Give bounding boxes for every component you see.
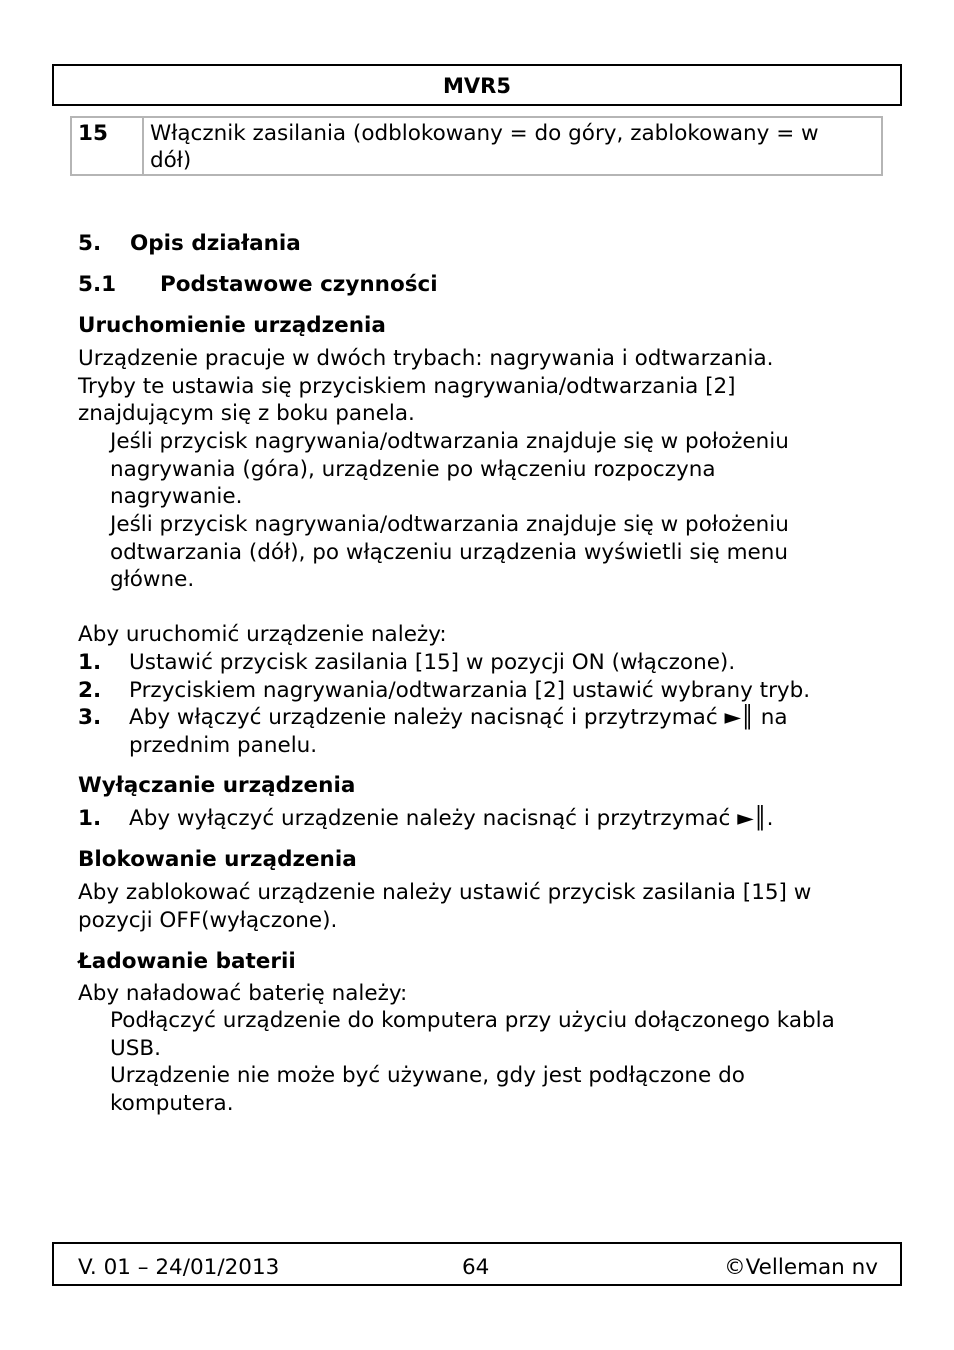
startup-heading: Uruchomienie urządzenia (78, 313, 386, 338)
header-title: MVR5 (443, 74, 511, 98)
paragraph-line: Podłączyć urządzenie do komputera przy użyciu dołączonego kabla (110, 1008, 835, 1033)
paragraph-line: znajdującym się z boku panela. (78, 401, 415, 426)
list-item (78, 805, 878, 833)
list-text: Ustawić przycisk zasilania [15] w pozycji ON (włączone). (129, 650, 736, 675)
paragraph-line: pozycji OFF(wyłączone). (78, 907, 338, 933)
table-row (71, 117, 882, 175)
document-footer (52, 1242, 902, 1286)
footer-copyright: ©Velleman nv (724, 1255, 878, 1280)
paragraph-line: odtwarzania (dół), po włączeniu urządzenia wyświetli się menu (110, 539, 789, 565)
list-text: Przyciskiem nagrywania/odtwarzania [2] ustawić wybrany tryb. (129, 677, 811, 703)
lock-heading: Blokowanie urządzenia (78, 847, 357, 872)
paragraph-line: Urządzenie nie może być używane, gdy jest podłączone do (110, 1063, 745, 1088)
shutdown-steps (78, 805, 878, 833)
list-item (78, 704, 878, 759)
page-number: 64 (462, 1255, 490, 1280)
list-number: 3. (78, 705, 102, 730)
lock-paragraph (78, 879, 878, 934)
charging-note-usage (78, 1062, 910, 1117)
section-title: Opis działania (130, 231, 301, 256)
paragraph-line: Tryby te ustawia się przyciskiem nagrywania/odtwarzania [2] (78, 373, 736, 399)
charging-intro: Aby naładować baterię należy: (78, 981, 408, 1006)
steps-intro: Aby uruchomić urządzenie należy: (78, 622, 447, 647)
subsection-heading (78, 271, 878, 299)
footer-version: V. 01 – 24/01/2013 (78, 1255, 280, 1280)
startup-steps (78, 649, 878, 759)
paragraph-line: USB. (110, 1035, 161, 1061)
list-text: przednim panelu. (129, 732, 318, 758)
charging-heading: Ładowanie baterii (78, 949, 296, 974)
list-number: 1. (78, 806, 102, 831)
paragraph-line: nagrywanie. (110, 484, 243, 509)
shutdown-heading: Wyłączanie urządzenia (78, 773, 356, 798)
subsection-number: 5.1 (78, 272, 117, 297)
document-header (52, 64, 902, 106)
spec-description-line: Włącznik zasilania (odblokowany = do góry, zablokowany = w (150, 121, 819, 146)
spec-number: 15 (71, 117, 143, 175)
startup-note-playback (78, 511, 910, 594)
paragraph-line: komputera. (110, 1090, 234, 1116)
list-item (78, 649, 878, 677)
list-number: 2. (78, 677, 102, 703)
startup-note-record (78, 428, 910, 511)
paragraph-line: główne. (110, 567, 195, 592)
paragraph-line: Jeśli przycisk nagrywania/odtwarzania znajduje się w położeniu (110, 512, 789, 537)
startup-intro (78, 345, 878, 428)
charging-note-usb (78, 1007, 910, 1062)
section-number: 5. (78, 231, 102, 256)
list-number: 1. (78, 650, 102, 675)
subsection-title: Podstawowe czynności (160, 272, 438, 297)
paragraph-line: nagrywania (góra), urządzenie po włączeniu rozpoczyna (110, 456, 716, 482)
list-text: Aby włączyć urządzenie należy nacisnąć i przytrzymać ►║ na (129, 705, 788, 730)
spec-table (70, 116, 883, 176)
spec-description (143, 117, 882, 175)
section-heading (78, 230, 878, 258)
paragraph-line: Aby zablokować urządzenie należy ustawić przycisk zasilania [15] w (78, 880, 812, 905)
list-item (78, 677, 878, 705)
list-text: Aby wyłączyć urządzenie należy nacisnąć i przytrzymać ►║. (129, 806, 774, 831)
spec-description-line: dół) (150, 148, 192, 173)
paragraph-line: Jeśli przycisk nagrywania/odtwarzania znajduje się w położeniu (110, 429, 789, 454)
paragraph-line: Urządzenie pracuje w dwóch trybach: nagrywania i odtwarzania. (78, 346, 774, 371)
